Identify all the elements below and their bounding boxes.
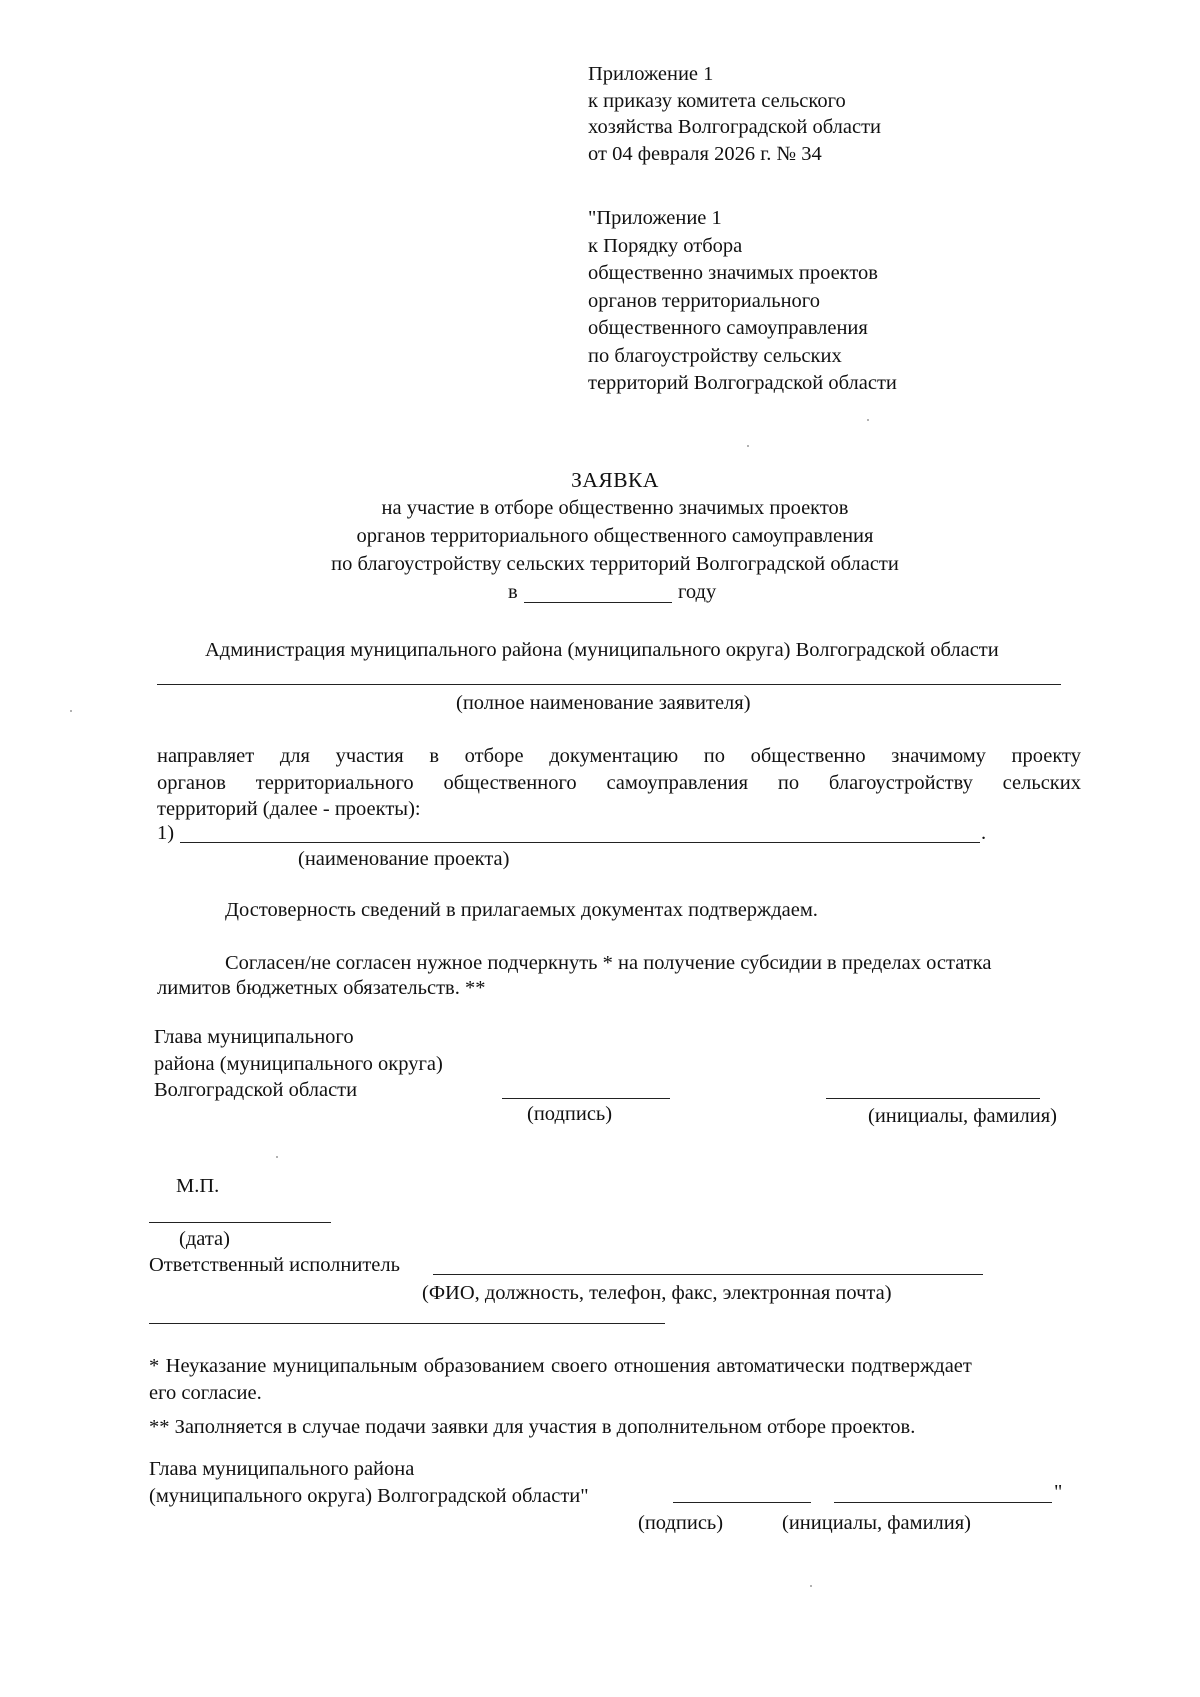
scan-speck [810,1585,812,1587]
closing-name-caption: (инициалы, фамилия) [782,1512,971,1534]
annex-secondary-line: органов территориального [588,289,820,312]
body-line: направляет для участия в отборе документацию по общественно значимому проекту [157,745,1081,767]
name-field[interactable] [826,1098,1040,1099]
annex-secondary-line: общественно значимых проектов [588,262,878,284]
annex-secondary-line: к Порядку отбора [588,234,743,257]
date-caption: (дата) [179,1228,230,1250]
consent-line: Согласен/не согласен нужное подчеркнуть * на получение субсидии в пределах остатка [225,952,992,974]
consent-line: лимитов бюджетных обязательств. ** [157,977,486,999]
year-field[interactable] [524,602,672,603]
stamp-label: М.П. [176,1175,220,1197]
executor-label: Ответственный исполнитель [149,1254,400,1276]
closing-line: (муниципального округа) Волгоградской области" [149,1484,589,1507]
name-caption: (инициалы, фамилия) [868,1105,1057,1127]
annex-primary [588,61,881,167]
applicant-text: Администрация муниципального района (муниципального округа) Волгоградской области [205,639,999,661]
head-signature-block [154,1024,443,1104]
annex-secondary-line: "Приложение 1 [588,207,722,229]
project-item-end: . [981,822,987,844]
scan-speck [70,710,72,712]
title-line: органов территориального общественного самоуправления [356,525,874,547]
title-line: по благоустройству сельских территорий Волгоградской области [331,553,899,575]
applicant-caption: (полное наименование заявителя) [456,692,751,714]
annex-primary-line: к приказу комитета сельского [588,89,846,112]
footnote-line: его согласие. [149,1381,262,1404]
application-title [230,466,1000,578]
footnote-divider [149,1323,665,1324]
closing-signature-caption: (подпись) [638,1512,724,1534]
footnote-line: * Неуказание муниципальным образованием своего отношения автоматически подтверждает [149,1355,972,1377]
date-field[interactable] [149,1222,331,1223]
closing-name-field[interactable] [834,1502,1052,1503]
project-name-field[interactable] [180,842,980,843]
executor-field[interactable] [433,1274,983,1275]
closing-signature-field[interactable] [673,1502,811,1503]
head-title-line: района (муниципального округа) [154,1052,443,1075]
annex-secondary-line: по благоустройству сельских [588,344,842,367]
head-title-line: Глава муниципального [154,1026,354,1048]
annex-primary-line: от 04 февраля 2026 г. № 34 [588,142,822,165]
annex-primary-line: хозяйства Волгоградской области [588,116,882,138]
year-prefix: в [508,581,518,603]
confirmation-text: Достоверность сведений в прилагаемых документах подтверждаем. [225,899,818,921]
scan-speck [276,1156,278,1158]
executor-caption: (ФИО, должность, телефон, факс, электронная почта) [422,1282,892,1304]
project-caption: (наименование проекта) [298,848,510,870]
annex-secondary-line: территорий Волгоградской области [588,372,897,394]
title-heading: ЗАЯВКА [571,468,659,492]
head-title-line: Волгоградской области [154,1079,358,1101]
signature-field[interactable] [502,1098,670,1099]
closing-line: Глава муниципального района [149,1458,415,1480]
body-line: органов территориального общественного самоуправления по благоустройству сельских [157,771,1081,794]
title-line: на участие в отборе общественно значимых проектов [381,497,849,519]
project-item-number: 1) [157,822,175,844]
annex-secondary-line: общественного самоуправления [588,317,868,339]
footnotes [149,1353,972,1441]
scan-speck [867,419,869,421]
annex-secondary [588,205,897,398]
body-line: территорий (далее - проекты): [157,798,421,820]
scan-speck [747,445,749,447]
closing-quote: " [1054,1481,1063,1503]
footnote-line: ** Заполняется в случае подачи заявки для участия в дополнительном отборе проектов. [149,1416,916,1438]
closing-signature-block [149,1456,589,1509]
annex-primary-line: Приложение 1 [588,63,714,85]
applicant-name-field[interactable] [157,684,1061,685]
body-paragraph [157,743,1081,823]
signature-caption: (подпись) [527,1103,613,1125]
year-suffix: году [678,581,717,603]
